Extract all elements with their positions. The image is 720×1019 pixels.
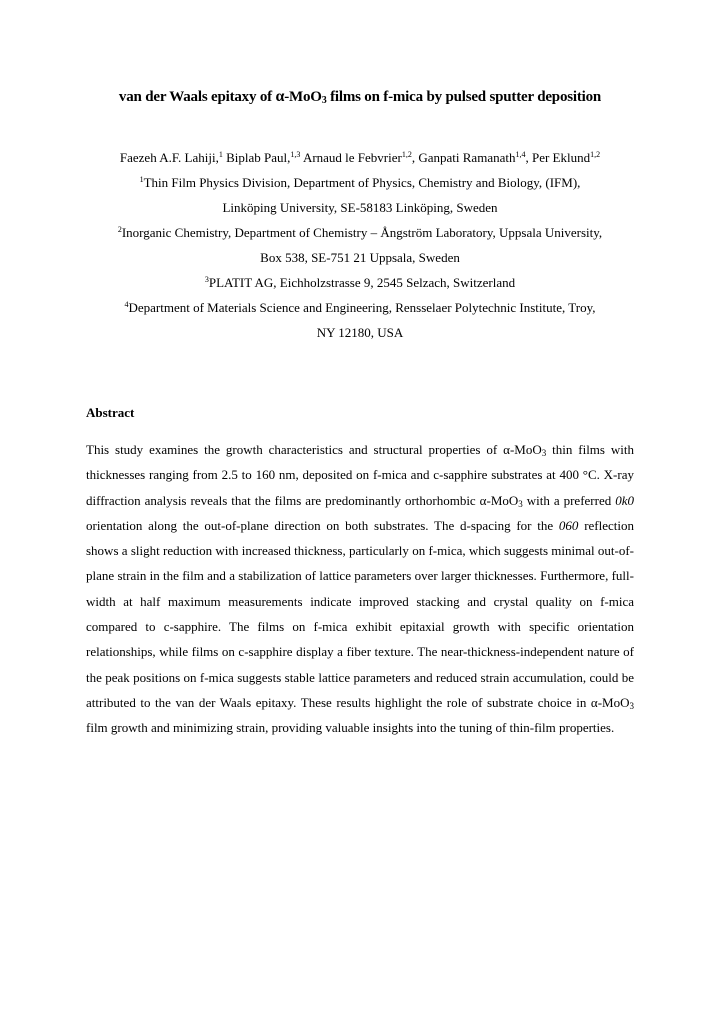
author-name: Faezeh A.F. Lahiji, (119, 150, 219, 165)
author-affiliation-block (80, 145, 640, 345)
author-name: Biplab Paul, (226, 150, 291, 165)
abstract-text: with a preferred (522, 492, 616, 508)
abstract-paragraph (86, 437, 634, 741)
affiliation-text: Inorganic Chemistry, Department of Chemistry – Ångström Laboratory, Uppsala University, (121, 225, 603, 240)
affiliation-marker: 3 (204, 275, 209, 284)
title-text: van der Waals epitaxy of (118, 89, 276, 105)
abstract-italic: 0k0 (615, 492, 634, 508)
abstract-italic: 060 (558, 517, 579, 533)
affiliation-2-line-1 (80, 220, 640, 245)
affiliation-4-line-2: NY 12180, USA (316, 325, 404, 340)
affiliation-marker: 1 (139, 175, 144, 184)
abstract-text: This study examines the growth characteristics and structural properties of α-MoO (86, 442, 542, 457)
title-subscript: 3 (321, 95, 327, 106)
affiliation-1-line-1 (80, 170, 640, 195)
affiliation-marker: 4 (124, 300, 129, 309)
affiliation-text: Thin Film Physics Division, Department of Physics, Chemistry and Biology, (IFM), (143, 175, 581, 190)
abstract-subscript: 3 (629, 700, 634, 711)
title-text: -MoO (284, 89, 322, 105)
author-name: Per Eklund (531, 150, 591, 165)
author-separator: , (525, 150, 532, 165)
author-list (80, 145, 640, 170)
author-affiliation-marker: 1,2 (401, 150, 412, 159)
abstract-text: orientation along the out-of-plane direction on both substrates. The d-spacing for the (86, 517, 559, 533)
affiliation-2-line-2: Box 538, SE-751 21 Uppsala, Sweden (260, 250, 460, 265)
author-affiliation-marker: 1,4 (515, 150, 526, 159)
abstract-subscript: 3 (518, 498, 523, 509)
abstract-subscript: 3 (541, 448, 547, 458)
author-affiliation-marker: 1 (218, 150, 223, 159)
affiliation-3-line-1 (80, 270, 640, 295)
affiliation-text: PLATIT AG, Eichholzstrasse 9, 2545 Selzach, Switzerland (208, 275, 516, 290)
abstract-text: reflection shows a slight reduction with increased thickness, particularly on f-mica, which suggests minimal out-of-plane strain in the film and a stabilization of lattice parameters over larger thicknesses. Furthermore, full-width at half maximum measurements indicate improved stacking and crystal quality on f-mica compared to c-sapphire. The films on f-mica exhibit epitaxial growth with specific orientation relationships, while films on c-sapphire display a fiber texture. The near-thickness-independent nature of the peak positions on f-mica suggests stable lattice parameters and reduced strain accumulation, could be attributed to the van der Waals epitaxy. These results highlight the role of substrate choice in α-MoO (86, 517, 634, 710)
abstract-text: film growth and minimizing strain, providing valuable insights into the tuning of thin-film properties. (86, 720, 615, 736)
abstract-body (86, 437, 634, 741)
author-affiliation-marker: 1,3 (290, 150, 301, 159)
abstract-text: thin films with thicknesses ranging from 2.5 to 160 nm, deposited on f-mica and c-sapphire substrates at 400 °C. X-ray diffraction analysis reveals that the films are predominantly orthorhombic α-MoO (86, 442, 634, 508)
author-separator: , (411, 150, 419, 165)
affiliation-4-line-1 (80, 295, 640, 320)
title-greek-alpha: α (275, 88, 285, 105)
affiliation-1-line-2: Linköping University, SE-58183 Linköping, Sweden (222, 200, 498, 215)
author-name: Arnaud le Febvrier (302, 150, 402, 165)
title-text: films on f-mica by pulsed sputter deposition (326, 89, 602, 105)
paper-title (0, 88, 720, 106)
abstract-heading: Abstract (86, 405, 135, 420)
author-name: Ganpati Ramanath (418, 150, 516, 165)
author-affiliation-marker: 1,2 (590, 150, 601, 159)
affiliation-marker: 2 (117, 225, 122, 234)
affiliation-text: Department of Materials Science and Engineering, Rensselaer Polytechnic Institute, Troy, (128, 300, 596, 315)
